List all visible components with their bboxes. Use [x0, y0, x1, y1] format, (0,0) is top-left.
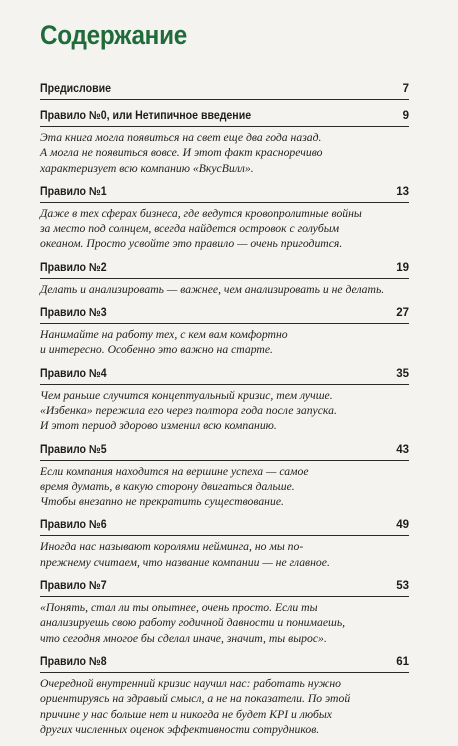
toc-entry-description: [40, 327, 409, 358]
toc-entry-description: [40, 206, 409, 252]
toc-entry-label: Правило №3: [40, 307, 107, 320]
toc-page-number: 13: [396, 185, 409, 198]
toc-entry-heading: [40, 261, 409, 279]
toc-entry-heading: [40, 518, 409, 536]
toc-entry: [40, 82, 409, 100]
toc-entry-heading: [40, 579, 409, 597]
description-line: Чтобы внезапно не прекратить существование.: [40, 495, 284, 509]
description-line: время думать, в какую сторону двигаться дальше.: [40, 479, 295, 493]
description-line: других численных оценок эффективности сотрудников.: [40, 722, 320, 736]
description-line: и интересно. Особенно это важно на старте.: [40, 343, 273, 357]
description-line: анализируешь свою работу годичной давности и понимаешь,: [40, 616, 346, 630]
toc-entry: [40, 579, 409, 646]
toc-page-number: 43: [396, 443, 409, 456]
toc-entry-description: [40, 464, 409, 510]
toc-entry: [40, 185, 409, 252]
toc-entry: [40, 518, 409, 570]
toc-page-number: 49: [396, 519, 409, 532]
description-line: за место под солнцем, всегда найдется островок с голубым: [40, 222, 340, 236]
toc-entry-description: [40, 539, 409, 570]
toc-entry-description: [40, 388, 409, 434]
description-line: «Понять, стал ли ты опытнее, очень просто. Если ты: [40, 601, 318, 615]
toc-entry-heading: [40, 655, 409, 673]
description-line: «Избенка» пережила его через полтора года после запуска.: [40, 403, 337, 417]
toc-entry-label: Правило №8: [40, 655, 107, 668]
toc-entry-heading: [40, 185, 409, 203]
toc-entry: [40, 306, 409, 358]
description-line: Эта книга могла появиться на свет еще два года назад.: [40, 131, 322, 144]
description-line: Иногда нас называют королями нейминга, но мы по-: [40, 540, 304, 554]
description-line: характеризует всю компанию «ВкусВилл».: [40, 161, 254, 175]
page-title: Содержание: [40, 20, 188, 50]
description-line: Если компания находится на вершине успеха — самое: [40, 464, 309, 478]
toc-entry-label: Правило №2: [40, 261, 107, 274]
table-of-contents: [40, 82, 409, 746]
toc-entry: [40, 109, 409, 176]
toc-entry-label: Предисловие: [40, 83, 111, 95]
description-line: Очередной внутренний кризис научил нас: работать нужно: [40, 676, 341, 690]
toc-entry-label: Правило №4: [40, 367, 107, 380]
description-line: Делать и анализировать — важнее, чем анализировать и не делать.: [40, 282, 385, 296]
toc-entry-label: Правило №5: [40, 443, 107, 456]
toc-entry-label: Правило №6: [40, 519, 107, 532]
toc-entry-label: Правило №1: [40, 185, 107, 198]
toc-entry-description: [40, 600, 409, 646]
toc-entry-heading: [40, 109, 409, 127]
description-line: что сегодня многое бы сделал иначе, значит, ты вырос».: [40, 631, 327, 645]
description-line: океаном. Просто усвойте это правило — очень пригодится.: [40, 237, 343, 251]
toc-entry: [40, 655, 409, 737]
description-line: прежнему считаем, что название компании — не главное.: [40, 555, 330, 569]
description-line: А могла не появиться вовсе. И этот факт красноречиво: [40, 146, 323, 160]
toc-entry: [40, 443, 409, 510]
description-line: ориентируясь на здравый смысл, а не на показатели. По этой: [40, 692, 351, 706]
toc-entry: [40, 367, 409, 434]
description-line: Нанимайте на работу тех, с кем вам комфортно: [40, 328, 288, 342]
toc-entry-heading: [40, 82, 409, 100]
toc-entry: [40, 261, 409, 297]
toc-page-number: 27: [396, 307, 409, 320]
description-line: причине у нас больше нет и никогда не будет KPI и любых: [40, 707, 332, 721]
toc-page-number: 7: [402, 83, 409, 95]
toc-entry-heading: [40, 367, 409, 385]
toc-entry-label: Правило №0, или Нетипичное введение: [40, 110, 252, 122]
toc-entry-description: [40, 130, 409, 176]
toc-page-number: 61: [396, 655, 409, 668]
toc-page-number: 53: [396, 580, 409, 593]
toc-entry-heading: [40, 306, 409, 324]
toc-page-number: 35: [396, 367, 409, 380]
toc-entry-label: Правило №7: [40, 580, 107, 593]
toc-entry-description: [40, 676, 409, 737]
toc-page-number: 9: [402, 110, 409, 122]
toc-entry-description: [40, 282, 409, 297]
description-line: И этот период здорово изменил всю компанию.: [40, 419, 277, 433]
toc-entry-heading: [40, 443, 409, 461]
description-line: Даже в тех сферах бизнеса, где ведутся кровопролитные войны: [40, 206, 362, 220]
toc-page-number: 19: [396, 261, 409, 274]
description-line: Чем раньше случится концептуальный кризис, тем лучше.: [40, 388, 333, 402]
